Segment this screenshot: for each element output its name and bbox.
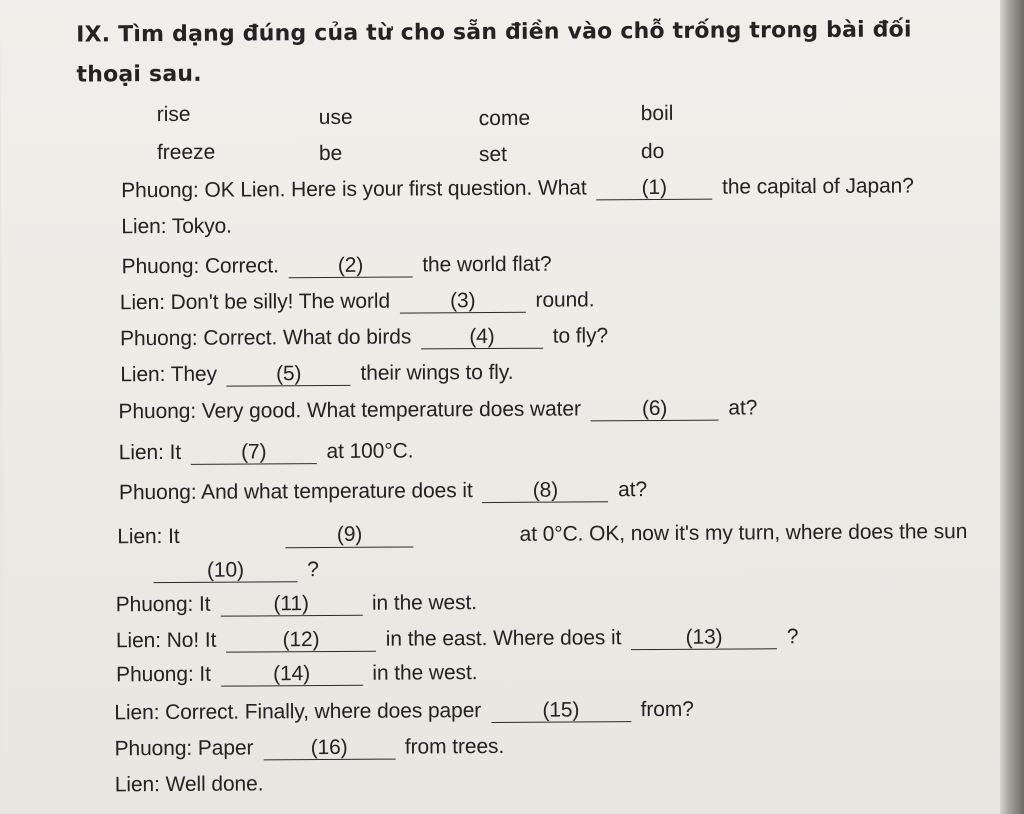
line-text: their wings to fly. <box>360 360 514 385</box>
page-edge-shadow <box>1000 0 1024 814</box>
line-text: ? <box>307 558 319 582</box>
line-text: Lien: It <box>118 440 182 465</box>
line-text: Phuong: And what temperature does it <box>118 479 473 505</box>
line-text: Phuong: Paper <box>114 736 254 761</box>
line-text: to fly? <box>552 324 609 348</box>
answer-blank[interactable]: (8) <box>482 479 608 503</box>
line-text: Phuong: Correct. What do birds <box>120 325 412 351</box>
dialogue-line <box>118 396 757 424</box>
dialogue-line <box>115 735 505 761</box>
line-text: Phuong: It <box>116 662 211 687</box>
line-text: Phuong: Correct. <box>121 254 279 279</box>
dialogue-line <box>116 625 799 653</box>
answer-blank[interactable]: (16) <box>263 737 395 761</box>
answer-blank[interactable]: (2) <box>288 254 412 278</box>
word-bank-item: be <box>318 141 343 166</box>
dialogue-line <box>121 174 914 203</box>
dialogue-line <box>116 661 477 687</box>
line-text: Lien: Tokyo. <box>121 214 232 239</box>
word-bank-item: freeze <box>156 140 216 165</box>
answer-blank[interactable]: (13) <box>631 626 777 650</box>
line-text: at 0°C. OK, now it's my turn, where does the sun <box>519 520 968 546</box>
line-text: in the east. Where does it <box>385 626 622 651</box>
word-bank-item: rise <box>156 102 191 127</box>
dialogue-line <box>119 439 414 465</box>
dialogue-line <box>120 324 608 351</box>
answer-blank[interactable]: (1) <box>596 177 712 201</box>
line-text: round. <box>535 288 595 312</box>
line-text: the world flat? <box>422 252 552 277</box>
exercise-title: IX. Tìm dạng đúng của từ cho sẵn điền vào chỗ trống trong bài đối thoại sau. <box>76 17 912 88</box>
word-bank-item: use <box>318 105 353 130</box>
line-text: at? <box>728 396 758 420</box>
word-bank-item: do <box>640 139 665 164</box>
line-text: at 100°C. <box>326 439 414 464</box>
answer-blank[interactable]: (15) <box>491 699 631 723</box>
dialogue-line <box>122 253 552 280</box>
line-text: Lien: Well done. <box>114 772 264 797</box>
line-text: Lien: Don't be silly! The world <box>119 289 391 315</box>
line-text: Lien: Correct. Finally, where does paper <box>114 699 482 725</box>
line-text: Lien: No! It <box>115 628 217 653</box>
answer-blank[interactable]: (7) <box>191 441 317 465</box>
word-bank-item: boil <box>640 101 674 126</box>
line-text: Lien: They <box>120 362 218 387</box>
dialogue-line <box>115 772 264 797</box>
dialogue-line <box>153 558 318 583</box>
answer-blank[interactable]: (4) <box>421 326 543 350</box>
answer-blank[interactable]: (9) <box>286 523 414 548</box>
line-text: from trees. <box>404 734 505 759</box>
answer-blank[interactable]: (6) <box>591 398 719 422</box>
answer-blank[interactable]: (3) <box>400 290 526 314</box>
line-text: ? <box>786 625 799 649</box>
line-text: at? <box>618 478 648 502</box>
word-bank <box>157 99 757 173</box>
line-text: the capital of Japan? <box>721 174 914 199</box>
line-text: Phuong: Very good. What temperature does water <box>118 397 581 424</box>
answer-blank[interactable]: (11) <box>220 593 362 617</box>
line-text: Phuong: It <box>115 592 211 617</box>
answer-blank[interactable]: (10) <box>153 559 297 583</box>
answer-blank[interactable]: (5) <box>227 363 351 387</box>
line-text: in the west. <box>371 591 478 615</box>
answer-blank[interactable]: (12) <box>226 629 376 653</box>
line-text: in the west. <box>372 661 478 685</box>
dialogue-line <box>117 520 967 549</box>
dialogue-line <box>119 478 647 505</box>
dialogue-line <box>120 288 595 315</box>
answer-blank[interactable]: (14) <box>221 663 363 687</box>
dialogue-line <box>116 591 477 617</box>
line-text: Lien: It <box>117 524 180 549</box>
line-text: Phuong: OK Lien. Here is your first question. What <box>121 176 587 203</box>
line-text: from? <box>640 697 694 722</box>
dialogue-line <box>120 361 513 387</box>
word-bank-item: set <box>478 142 508 167</box>
word-bank-item: come <box>478 106 531 131</box>
dialogue-line <box>114 698 694 726</box>
dialogue-line <box>121 215 232 240</box>
